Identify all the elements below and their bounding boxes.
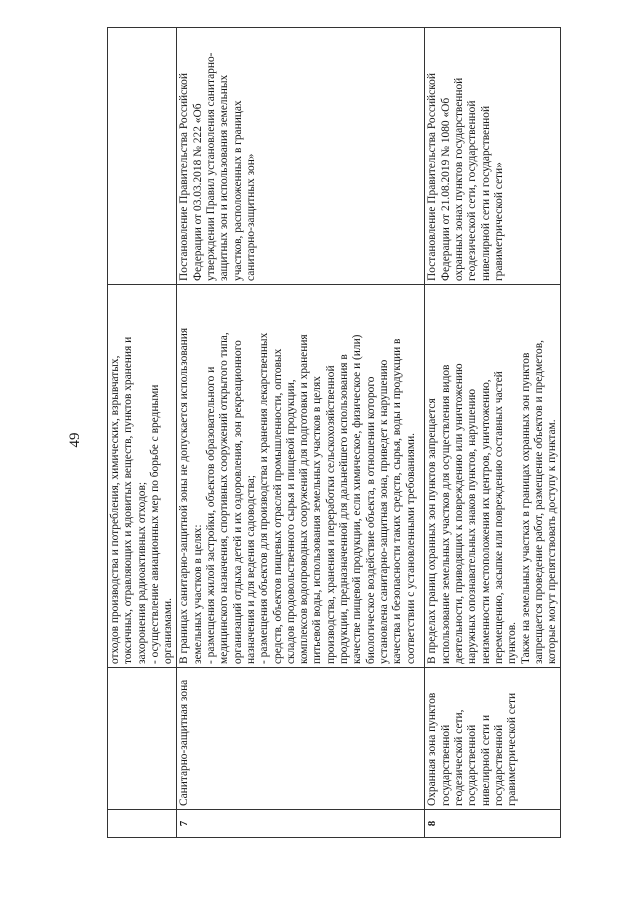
restriction-line: средств, объектов пищевых отраслей промышленности, оптовых — [271, 348, 284, 664]
zone-name: Санитарно-защитная зона — [177, 668, 425, 810]
basis-line: геодезической сети, государственной — [466, 100, 479, 281]
basis-line: гравиметрической сети» — [492, 162, 505, 281]
restriction-line: деятельности, приводящих к повреждению или уничтожению — [453, 363, 466, 664]
restrictions-table — [107, 27, 561, 838]
row-number — [108, 810, 177, 838]
zone-line: государственной — [492, 724, 505, 806]
restriction-line: качества и безопасности таких средств, сырья, воды и продукции в — [391, 338, 404, 664]
restriction-line: - размещения объектов для производства и хранения лекарственных — [258, 332, 271, 664]
restriction-line: - осуществление авиационных мер по борьбе с вредными — [148, 384, 161, 664]
restriction-line: В границах санитарно-защитной зоны не допускается использования — [178, 327, 191, 664]
zone-line: нивелирной сети и — [479, 714, 492, 806]
restriction-line: перемещению, засыпке или повреждению составных частей — [492, 371, 505, 664]
basis-line: нивелирной сети и государственной — [479, 105, 492, 281]
restriction-line: наружных опознавательных знаков пунктов, нарушению — [466, 388, 479, 664]
zone-line: государственной — [439, 724, 452, 806]
basis-line: участков, расположенных в границах — [231, 100, 244, 281]
restriction-line: питьевой воды, использования земельных участков в целях — [311, 376, 324, 664]
restriction-line: соответствии с установленными требованиями. — [404, 432, 417, 664]
zone-name — [425, 668, 561, 810]
basis-line: защитных зон и использования земельных — [218, 74, 231, 281]
restriction-line: использование земельных участков для осуществления видов — [439, 364, 452, 664]
restriction-line: захоронения радиоактивных отходов; — [135, 481, 148, 664]
restriction-line: пунктов. — [506, 621, 519, 664]
zone-line: геодезической сети, — [453, 709, 466, 806]
row-number-text: 7 — [178, 820, 191, 827]
restriction-line: биологическое воздействие объекта, в отношении которого — [364, 376, 377, 664]
restriction-line: качестве пищевой продукции, если химическое, физическое и (или) — [351, 334, 364, 664]
restriction-line: складов продовольственного сырья и пищевой продукции, — [284, 379, 297, 664]
table-row — [177, 28, 425, 838]
restriction-line: запрещается проведение работ, размещение объектов и предметов, — [532, 340, 545, 664]
restrictions-text — [177, 285, 425, 668]
legal-basis — [425, 28, 561, 285]
restriction-line: организмами. — [162, 598, 175, 664]
restriction-line: установлена санитарно-защитная зона, приведет к нарушению — [377, 359, 390, 664]
restrictions-text — [425, 285, 561, 668]
legal-basis — [108, 28, 177, 285]
table-row — [108, 28, 177, 838]
zone-line: Охранная зона пунктов — [426, 692, 439, 806]
restriction-line: производства, хранения и переработки сельскохозяйственной — [324, 365, 337, 664]
restriction-line: организаций отдыха детей и их оздоровления, зон рекреационного — [231, 340, 244, 664]
zone-name — [108, 668, 177, 810]
restriction-line: неизменности местоположения их центров, уничтожению, — [479, 379, 492, 664]
restrictions-text — [108, 285, 177, 668]
basis-line: Постановление Правительства Российской — [426, 73, 439, 281]
row-number — [177, 810, 425, 838]
restriction-line: комплексов водопроводных сооружений для подготовки и хранения — [298, 334, 311, 664]
row-number — [425, 810, 561, 838]
restriction-line: отходов производства и потребления, химических, взрывчатых, — [109, 355, 121, 664]
restriction-line: токсичных, отравляющих и ядовитых веществ, пунктов хранения и — [122, 336, 135, 664]
restriction-line: земельных участков в целях: — [191, 524, 204, 664]
basis-line: Постановление Правительства Российской — [178, 73, 191, 281]
zone-line: государственной — [466, 724, 479, 806]
rotated-page — [67, 28, 557, 838]
restriction-line: Также на земельных участках в границах охранных зон пунктов — [519, 352, 532, 664]
basis-line: Федерации от 21.08.2019 № 1080 «Об — [439, 97, 452, 281]
restriction-line: - размещения жилой застройки, объектов образовательного и — [205, 366, 218, 664]
basis-line: санитарно-защитных зон» — [244, 153, 257, 281]
zone-line: гравиметрической сети — [506, 692, 519, 806]
row-number-text: 8 — [426, 820, 439, 827]
restriction-line: которые могут препятствовать доступу к пунктам. — [546, 419, 559, 664]
legal-basis — [177, 28, 425, 285]
table-row — [425, 28, 561, 838]
restriction-line: назначения и для ведения садоводства; — [244, 475, 257, 664]
restriction-line: В пределах границ охранных зон пунктов запрещается — [426, 398, 439, 664]
basis-line: утверждении Правил установления санитарно- — [205, 52, 218, 281]
restriction-line: медицинского назначения, спортивных сооружений открытого типа, — [218, 332, 231, 664]
basis-line: Федерации от 03.03.2018 № 222 «Об — [191, 103, 204, 281]
page-number: 49 — [67, 432, 83, 448]
basis-line: охранных зонах пунктов государственной — [453, 77, 466, 281]
restriction-line: продукции, предназначенной для дальнейшего использования в — [338, 354, 351, 664]
